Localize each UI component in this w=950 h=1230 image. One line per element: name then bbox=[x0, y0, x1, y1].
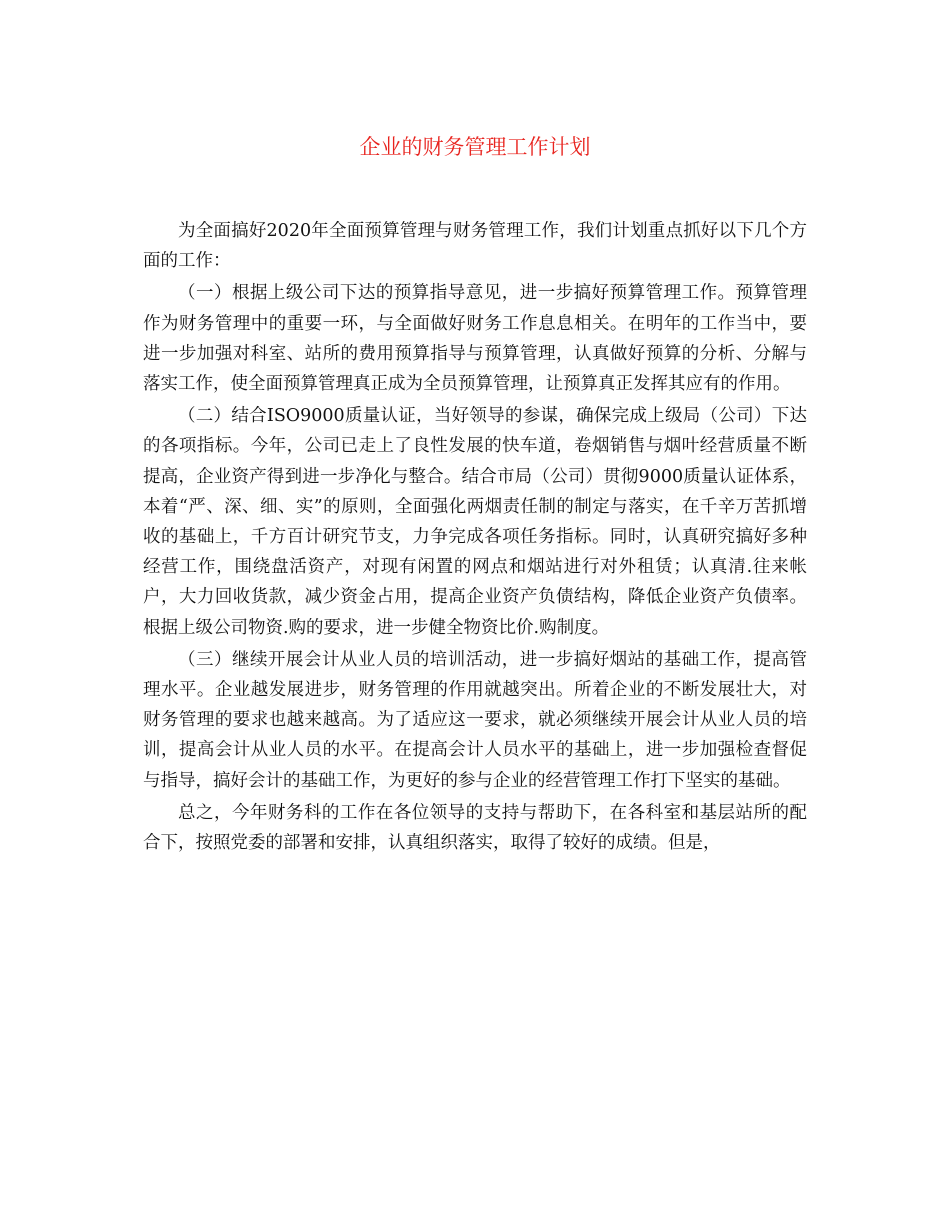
paragraph-section-2: （二）结合ISO9000质量认证，当好领导的参谋，确保完成上级局（公司）下达的各项指标。今年，公司已走上了良性发展的快车道，卷烟销售与烟叶经营质量不断提高，企业资产得到进一步净化与整合。结合市局（公司）贯彻9000质量认证体系，本着“严、深、细、实”的原则，全面强化两烟责任制的制定与落实，在千辛万苦抓增收的基础上，千方百计研究节支，力争完成各项任务指标。同时，认真研究搞好多种经营工作，围绕盘活资产，对现有闲置的网点和烟站进行对外租赁；认真清.往来帐户，大力回收货款，减少资金占用，提高企业资产负债结构，降低企业资产负债率。根据上级公司物资.购的要求，进一步健全物资比价.购制度。 bbox=[143, 406, 807, 638]
paragraph-section-3: （三）继续开展会计从业人员的培训活动，进一步搞好烟站的基础工作，提高管理水平。企业越发展进步，财务管理的作用就越突出。所着企业的不断发展壮大，对财务管理的要求也越来越高。为了适应这一要求，就必须继续开展会计从业人员的培训，提高会计从业人员的水平。在提高会计人员水平的基础上，进一步加强检查督促与指导，搞好会计的基础工作，为更好的参与企业的经营管理工作打下坚实的基础。 bbox=[143, 649, 807, 791]
paragraph-intro: 为全面搞好2020年全面预算管理与财务管理工作，我们计划重点抓好以下几个方面的工作： bbox=[143, 221, 807, 272]
document-title: 企业的财务管理工作计划 bbox=[359, 135, 591, 159]
document-body bbox=[143, 216, 807, 860]
paragraph-section-1: （一）根据上级公司下达的预算指导意见，进一步搞好预算管理工作。预算管理作为财务管理中的重要一环，与全面做好财务工作息息相关。在明年的工作当中，要进一步加强对科室、站所的费用预算指导与预算管理，认真做好预算的分析、分解与落实工作，使全面预算管理真正成为全员预算管理，让预算真正发挥其应有的作用。 bbox=[143, 283, 807, 395]
paragraph-summary: 总之，今年财务科的工作在各位领导的支持与帮助下，在各科室和基层站所的配合下，按照党委的部署和安排，认真组织落实，取得了较好的成绩。但是， bbox=[143, 802, 807, 854]
